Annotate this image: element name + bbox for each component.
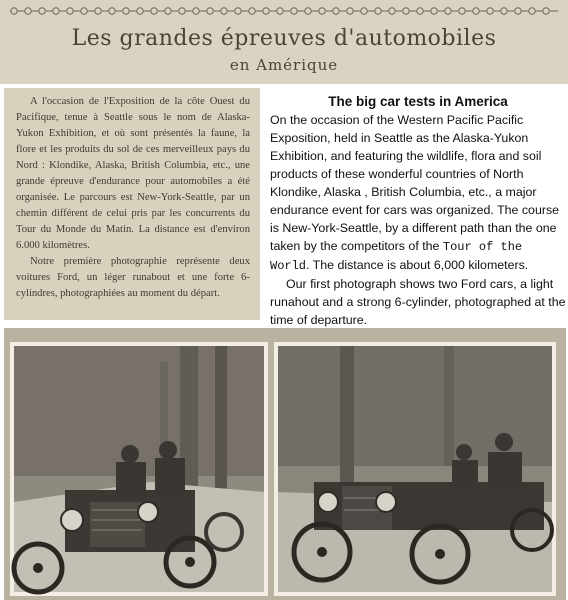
english-paragraph-1 [270,111,566,275]
ornament-dot [109,8,115,14]
ornament-dot [515,8,521,14]
ornament-dot [123,8,129,14]
ornament-dot [81,8,87,14]
ornament-dot [39,8,45,14]
six-cylinder-photo [274,342,556,596]
ornament-dot [529,8,535,14]
ornament-dot [543,8,549,14]
english-paragraph-1-text-a: On the occasion of the Western Pacific Pacific Exposition, held in Seattle as the Alaska-Yukon Exhibition, and featuring the wildlife, flora and soil products of these wonderful countries of North Klondike, Alaska , British Columbia, etc., a major endurance event for cars was organized. The course is New-York-Seattle, by a different path than the one taken by the competitors of the [270,113,560,253]
ornament-dot [193,8,199,14]
ornament-dot [361,8,367,14]
ornament-dot [137,8,143,14]
runabout-photo [10,342,268,596]
ornament-dot [473,8,479,14]
ornament-dot [95,8,101,14]
english-paragraph-1-text-b: . The distance is about 6,000 kilometers. [306,258,529,272]
ornament-dot [487,8,493,14]
photo-area [4,328,566,600]
ornament-dot [277,8,283,14]
ornament-dot [151,8,157,14]
ornament-dot [179,8,185,14]
page-title: Les grandes épreuves d'automobiles [71,26,497,51]
french-paragraph-1: A l'occasion de l'Exposition de la côte Ouest du Pacifique, tenue à Seattle sous le nom de Alaska-Yukon Exhibition, et où sont présentés la faune, la flore et les produits du sol de ces merveilleux pays du Nord : Klondike, Alaska, British Columbia, etc., une grande épreuve d'endurance pour automobiles a été organisée. Le parcours est New-York-Seattle, par un chemin différent de celui pris par les concurrents du Tour du Monde du Matin. La distance est d'environ 6.000 kilomètres. [16,96,250,251]
ornament-dot [53,8,59,14]
french-article [4,88,260,320]
ornament-dot [347,8,353,14]
header-band [0,0,568,84]
ornament-dot [11,8,17,14]
ornament-dot [375,8,381,14]
ornament-dot [305,8,311,14]
ornament-dot [25,8,31,14]
ornament-dot [165,8,171,14]
ornament-dot [389,8,395,14]
decorative-border [10,4,558,18]
ornament-dot [235,8,241,14]
english-paragraph-1-mono: Tour of the World [270,240,523,273]
ornament-dot [403,8,409,14]
ornament-dot [291,8,297,14]
ornament-dot [249,8,255,14]
ornament-dot [319,8,325,14]
ornament-dot [501,8,507,14]
ornament-dot [459,8,465,14]
french-paragraph-2: Notre première photographie représente deux voitures Ford, un léger runabout et une forte 6-cylindres, photographiées au moment du départ. [16,256,250,299]
english-title: The big car tests in America [328,94,508,109]
ornament-dot [431,8,437,14]
ornament-dot [67,8,73,14]
english-translation [270,94,566,326]
ornament-dot [417,8,423,14]
english-paragraph-2: Our first photograph shows two Ford cars, a light runahout and a strong 6-cylinder, photographed at the time of departure. [270,277,566,327]
ornament-dot [445,8,451,14]
ornament-dot [221,8,227,14]
ornament-dot [333,8,339,14]
page-subtitle: en Amérique [229,56,339,74]
ornament-dot [263,8,269,14]
ornament-dot [207,8,213,14]
